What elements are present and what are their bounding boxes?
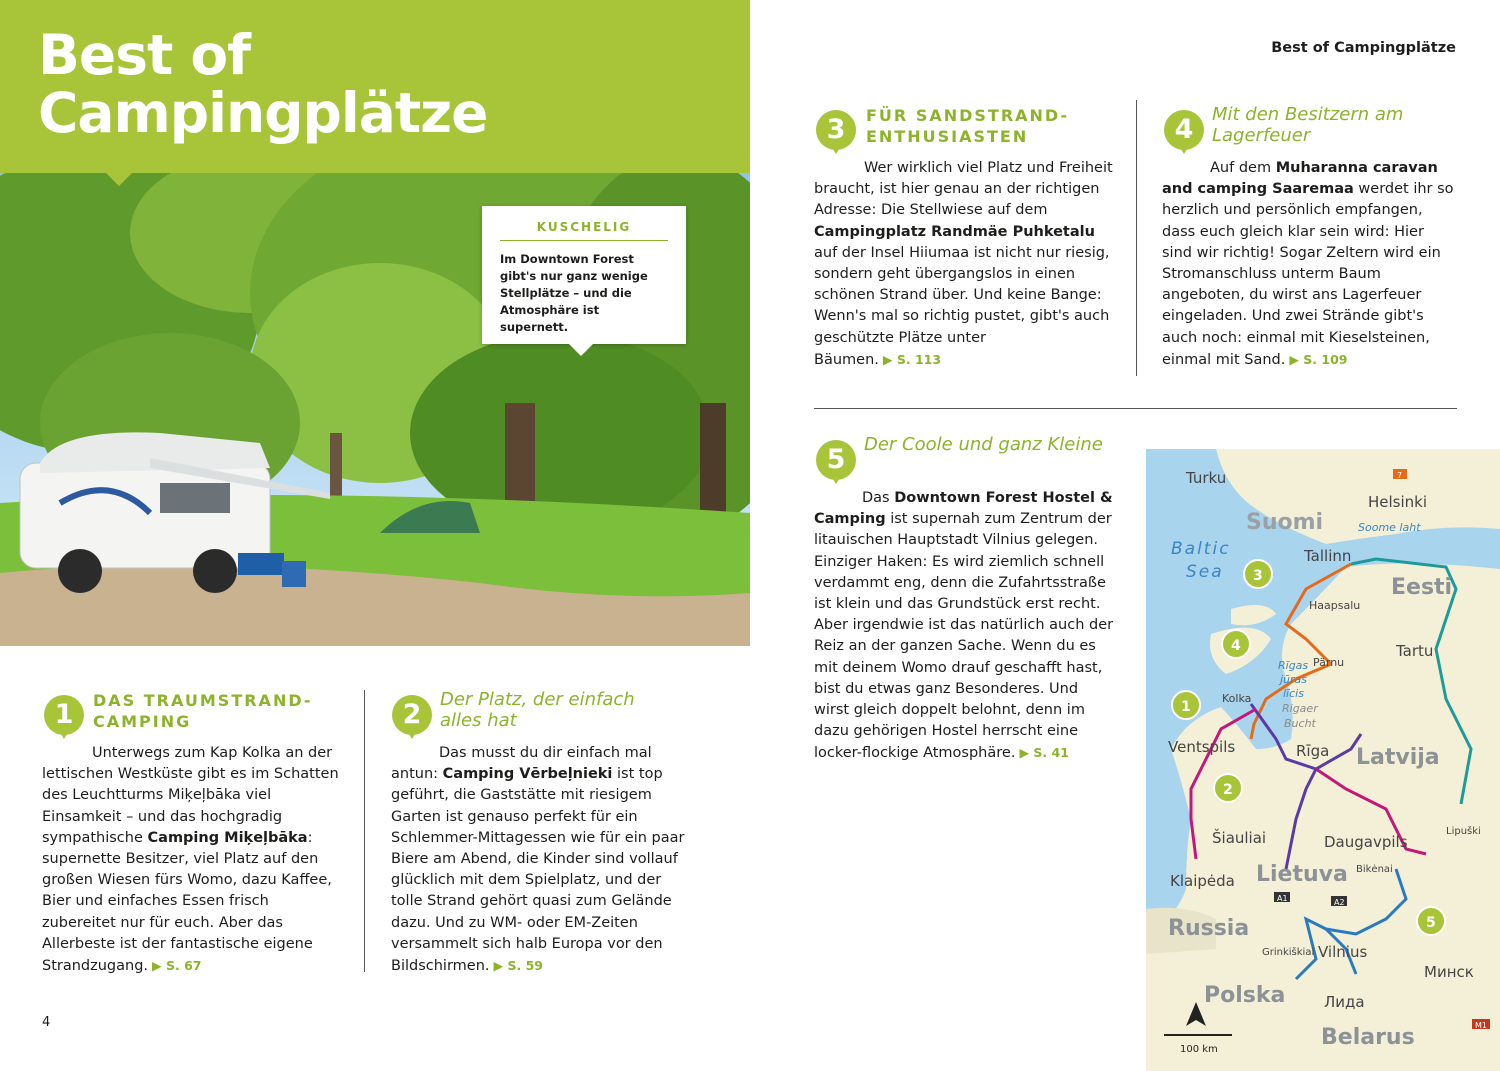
page-title: [38, 23, 488, 145]
entry-3-page-ref[interactable]: ▶ S. 113: [882, 351, 942, 367]
number-pin-1: 1: [44, 695, 84, 735]
label-polska: Polska: [1204, 983, 1286, 1008]
entry-3-ref-text: S. 113: [896, 351, 942, 367]
number-pin-5: 5: [816, 440, 856, 480]
city-turku: Turku: [1186, 469, 1227, 487]
map-pin-4-label: 4: [1231, 638, 1241, 654]
map-pin-2-label: 2: [1223, 782, 1233, 798]
running-head: Best of Campingplätze: [1271, 40, 1456, 56]
entry-3-title: FÜR SANDSTRAND-ENTHUSIASTEN: [866, 106, 1070, 146]
road-a1: A1: [1277, 894, 1288, 903]
entry-4-ref-text: S. 109: [1303, 351, 1348, 367]
label-licis: līcis: [1283, 687, 1304, 700]
entry-1-text-a: Unterwegs zum Kap Kolka an der lettischen Westküste gibt es im Schatten des Leuchtturms Miķeļbāka viel Einsamkeit – und das hochgradig sympathische: [42, 745, 339, 846]
label-baltic: Baltic: [1171, 539, 1231, 559]
map-pin-5-label: 5: [1426, 915, 1436, 931]
map-pin-2: [1214, 774, 1242, 802]
title-line-2: Campingplätze: [38, 81, 488, 145]
map-pin-5: [1417, 907, 1445, 935]
city-tallinn: Tallinn: [1304, 547, 1352, 565]
entry-5-body: [814, 488, 1114, 765]
entry-2-body: [391, 743, 687, 977]
map-pin-1-label: 1: [1181, 699, 1191, 715]
city-parnu: Pärnu: [1313, 656, 1345, 669]
label-latvija: Latvija: [1356, 745, 1440, 770]
entry-1-bold: Camping Miķeļbāka: [147, 829, 308, 846]
number-pin-3: 3: [816, 110, 856, 150]
entry-2-title: Der Platz, der einfach alles hat: [440, 689, 635, 731]
city-daugavpils: Daugavpils: [1324, 833, 1408, 851]
entry-1-page-ref[interactable]: ▶ S. 67: [152, 958, 202, 974]
label-soome-laht: Soome laht: [1358, 521, 1421, 534]
label-sea: Sea: [1186, 562, 1224, 582]
number-pin-4: 4: [1164, 110, 1204, 150]
city-tartu: Tartu: [1396, 642, 1434, 660]
entry-2-page-ref[interactable]: ▶ S. 59: [493, 958, 543, 974]
entry-2-bold: Camping Vērbeļnieki: [442, 766, 613, 783]
section-divider: [814, 408, 1457, 409]
map-pin-3: [1244, 560, 1272, 588]
column-divider: [1136, 100, 1137, 376]
entry-1-body: [42, 743, 342, 977]
city-minsk: Минск: [1424, 963, 1474, 981]
page-number: 4: [42, 1015, 51, 1030]
entry-5-page-ref[interactable]: ▶ S. 41: [1019, 745, 1069, 761]
baltic-route-map: [1146, 449, 1500, 1071]
entry-3-body: [814, 158, 1114, 371]
entry-4-text-b: werdet ihr so herzlich und persönlich empfangen, dass euch gleich klar sein wird: Hier sind wir richtig! Sogar Zeltern wird ein Stromanschluss unterm Baum angeboten, du wirst ans Lagerfeuer eingeladen. Und zwei Strände gibt's auch noch: einmal mit Kieselsteinen, einmal mit Sand.: [1162, 181, 1454, 368]
city-kolka: Kolka: [1222, 692, 1252, 705]
header-notch: [105, 172, 133, 186]
label-belarus: Belarus: [1321, 1025, 1415, 1050]
road-a2: A2: [1334, 898, 1345, 907]
callout-tag: KUSCHELIG: [500, 220, 668, 241]
entry-1-title: DAS TRAUMSTRAND-CAMPING: [93, 691, 313, 731]
entry-2-text-b: ist top geführt, die Gaststätte mit riesigem Garten ist genauso perfekt für ein Schlemmer-Mittagessen wie für ein paar Biere am Abend, die Kinder sind vollauf glücklich mit dem Spielplatz, und der tolle Strand gehört quasi zum Gelände dazu. Und zu WM- oder EM-Zeiten versammelt sich halb Europa vor den Bildschirmen.: [391, 766, 685, 975]
entry-5-text-a: Das: [862, 490, 895, 506]
entry-3-text-b: auf der Insel Hiiumaa ist nicht nur riesig, sondern geht übergangslos in einen schönen Strand über. Und keine Bange: Wenn's mal so richtig pustet, gibt's auch geschützte Plätze unter Bäumen.: [814, 244, 1110, 368]
callout-box: [482, 206, 686, 344]
map-pin-1: [1172, 691, 1200, 719]
callout-notch: [568, 343, 594, 356]
city-lida: Лида: [1324, 993, 1365, 1011]
entry-5-bold: Downtown Forest Hostel & Camping: [814, 490, 1113, 528]
title-line-1: Best of: [38, 23, 251, 87]
entry-3-bold: Campingplatz Randmäe Puhketalu: [814, 223, 1095, 240]
label-rigas: Rīgas: [1278, 659, 1309, 672]
column-divider: [364, 690, 365, 972]
callout-text: Im Downtown Forest gibt's nur ganz wenige Stellplätze – und die Atmosphäre ist supernett.: [500, 252, 648, 334]
label-rigaer: Rigaer: [1282, 702, 1318, 715]
label-russia: Russia: [1168, 916, 1250, 941]
map-pin-3-label: 3: [1253, 568, 1263, 584]
label-bucht: Bucht: [1284, 717, 1316, 730]
entry-4-text-a: Auf dem: [1210, 160, 1276, 176]
entry-5-title: Der Coole und ganz Kleine: [864, 434, 1103, 455]
entry-5-text-b: ist supernah zum Zentrum der litauischen Hauptstadt Vilnius gelegen. Einziger Haken: Es wird ziemlich schnell verdammt eng, denn die Zufahrtsstraße ist klein und das Grundstück erst recht. Aber irgendwie ist das natürlich auch der Reiz an der ganzen Sache. Wenn du es mit deinem Womo drauf geschafft hast, bist du etwas ganz Besonderes. Und wirst gleich doppelt belohnt, denn im dazu gehörigen Hostel herrscht eine locker-flockige Atmosphäre.: [814, 511, 1114, 762]
city-haapsalu: Haapsalu: [1309, 599, 1361, 612]
city-vilnius: Vilnius: [1318, 943, 1368, 961]
city-siauliai: Šiauliai: [1212, 829, 1267, 847]
number-pin-2: 2: [392, 695, 432, 735]
entry-5-ref-text: S. 41: [1033, 745, 1069, 761]
city-ventspils: Ventspils: [1168, 738, 1236, 756]
label-eesti: Eesti: [1391, 575, 1453, 600]
entry-2-ref-text: S. 59: [507, 958, 543, 974]
city-helsinki: Helsinki: [1368, 493, 1428, 511]
map-pin-4: [1222, 630, 1250, 658]
city-bikenai: Bikėnai: [1356, 864, 1393, 875]
label-suomi: Suomi: [1246, 510, 1324, 535]
entry-3-text-a: Wer wirklich viel Platz und Freiheit braucht, ist hier genau an der richtigen Adresse: Die Stellwiese auf dem: [814, 160, 1113, 219]
entry-4-bold: Muharanna caravan and camping Saaremaa: [1162, 160, 1438, 198]
road-m1: M1: [1475, 1021, 1487, 1030]
entry-4-title: Mit den Besitzern am Lagerfeuer: [1212, 104, 1404, 146]
city-riga: Rīga: [1296, 742, 1330, 760]
scale-label: 100 km: [1180, 1044, 1218, 1055]
entry-4-page-ref[interactable]: ▶ S. 109: [1289, 351, 1348, 367]
entry-1-text-b: : supernette Besitzer, viel Platz auf den großen Wiesen fürs Womo, dazu Kaffee, Bier und einfaches Essen frisch zubereitet nur für euch. Aber das Allerbeste ist der fantastische eigene Strandzugang.: [42, 829, 332, 975]
city-grinkiskiai: Grinkiškiai: [1262, 947, 1315, 958]
entry-2-text-a: Das musst du dir einfach mal antun:: [391, 745, 652, 783]
entry-1-ref-text: S. 67: [166, 958, 202, 974]
city-klaipeda: Klaipėda: [1170, 872, 1235, 890]
label-lietuva: Lietuva: [1256, 862, 1348, 887]
label-juras: jūras: [1280, 673, 1308, 686]
city-lipuski: Lipuški: [1446, 826, 1481, 837]
header-banner: [0, 0, 750, 173]
entry-4-body: [1162, 158, 1458, 371]
road-7: 7: [1397, 471, 1403, 480]
